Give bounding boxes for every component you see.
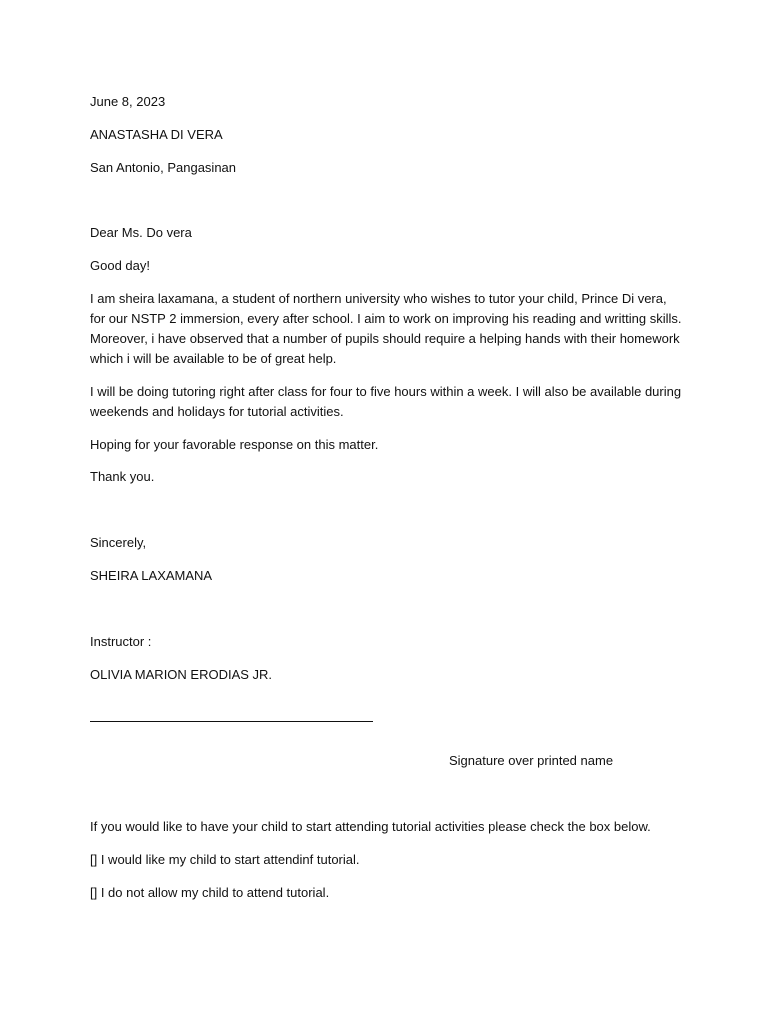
option-deny: [] I do not allow my child to attend tutorial. <box>90 885 330 900</box>
consent-instruction: If you would like to have your child to start attending tutorial activities please check the box below. <box>90 819 651 834</box>
body-paragraph-1-line: which i will be available to be of great help. <box>90 351 337 366</box>
recipient-address: San Antonio, Pangasinan <box>90 160 237 175</box>
signature-line <box>90 721 373 722</box>
greeting: Good day! <box>90 258 150 273</box>
instructor-label: Instructor : <box>90 634 152 649</box>
body-paragraph-2-line: weekends and holidays for tutorial activities. <box>90 404 344 419</box>
body-paragraph-3: Hoping for your favorable response on this matter. <box>90 437 379 452</box>
thanks-line: Thank you. <box>90 469 155 484</box>
body-paragraph-1-line: for our NSTP 2 immersion, every after school. I aim to work on improving his reading and writting skills. <box>90 311 682 326</box>
recipient-name: ANASTASHA DI VERA <box>90 127 223 142</box>
body-paragraph-2-line: I will be doing tutoring right after class for four to five hours within a week. I will also be available during <box>90 384 682 399</box>
option-allow: [] I would like my child to start attendinf tutorial. <box>90 852 360 867</box>
salutation: Dear Ms. Do vera <box>90 225 192 240</box>
letter-date: June 8, 2023 <box>90 94 166 109</box>
body-paragraph-1-line: I am sheira laxamana, a student of northern university who wishes to tutor your child, Prince Di vera, <box>90 291 667 306</box>
signature-caption: Signature over printed name <box>449 753 614 768</box>
body-paragraph-1 <box>90 289 690 369</box>
body-paragraph-1-line: Moreover, i have observed that a number of pupils should require a helping hands with their homework <box>90 331 680 346</box>
instructor-name: OLIVIA MARION ERODIAS JR. <box>90 667 273 682</box>
closing: Sincerely, <box>90 535 147 550</box>
body-paragraph-2 <box>90 382 690 422</box>
sender-name: SHEIRA LAXAMANA <box>90 568 213 583</box>
